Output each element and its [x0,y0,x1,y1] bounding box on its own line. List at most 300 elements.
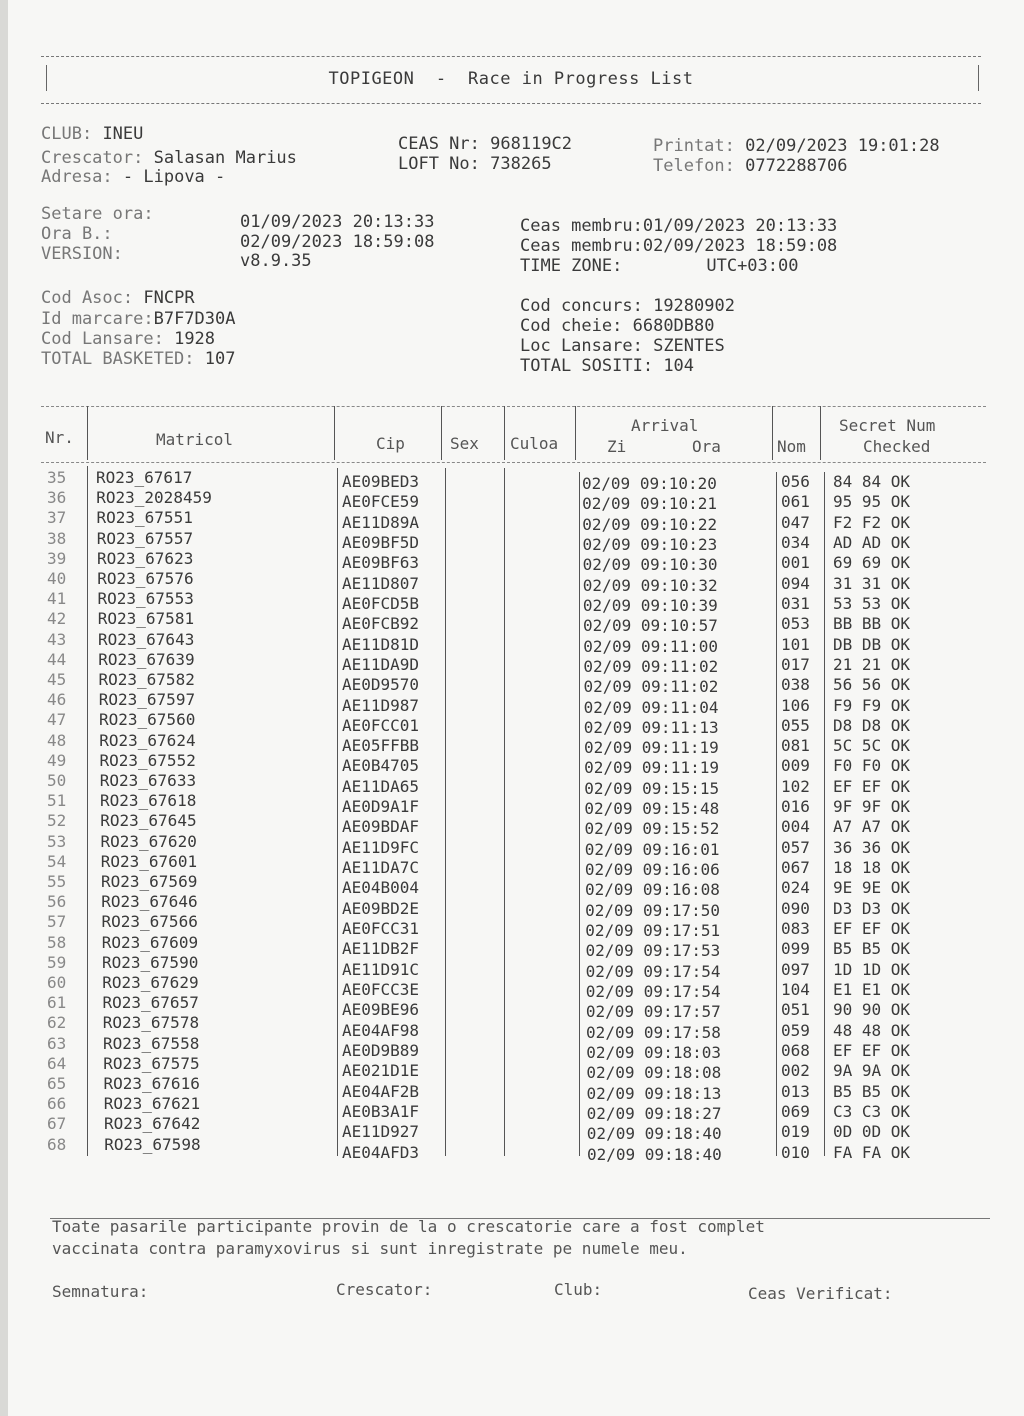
row-nom: 104 [781,980,810,999]
phone-label: Telefon: [653,156,735,176]
row-nr: 66 [47,1094,67,1114]
row-nom: 061 [781,492,810,512]
row-nr: 68 [47,1134,67,1154]
row-zi: 02/09 [583,697,632,717]
row-nr: 39 [47,548,67,568]
row-matricol: RO23_67642 [104,1114,201,1134]
row-secret: EF EF OK [833,919,911,939]
breeder-line [41,148,297,168]
row-cip: AE0B3A1F [342,1101,420,1121]
row-zi: 02/09 [585,900,634,920]
row-matricol: RO23_67551 [96,508,193,528]
table-row [41,569,986,595]
row-ora: 09:11:19 [641,758,719,778]
row-matricol: RO23_67558 [103,1033,200,1053]
row-matricol: RO23_67639 [98,649,195,669]
row-zi: 02/09 [586,1022,635,1042]
row-ora: 09:11:02 [641,677,719,697]
footer-statement-1: Toate pasarile participante provin de la o crescatorie care a fost complet [52,1217,765,1236]
row-nr: 42 [47,609,67,629]
row-secret: 48 48 OK [833,1020,911,1040]
row-zi: 02/09 [586,1063,635,1083]
row-ora: 09:10:20 [639,474,717,493]
row-matricol: RO23_67597 [98,690,196,710]
row-nom: 053 [781,614,810,634]
row-nom: 059 [781,1020,810,1040]
row-secret: EF EF OK [833,776,911,796]
signature-label: Semnatura: [52,1282,149,1301]
row-nom: 057 [781,837,810,857]
row-secret: 53 53 OK [833,593,911,613]
id-marcare-line: Id marcare:B7F7D30A [41,309,236,329]
row-cip: AE09BED3 [342,472,420,491]
row-matricol: RO23_67618 [100,791,197,811]
row-nr: 47 [47,710,67,730]
row-matricol: RO23_67578 [102,1013,200,1033]
row-cip: AE09BDAF [342,817,420,837]
row-zi: 02/09 [583,636,632,656]
table-row [41,1053,986,1083]
table-row [41,710,986,737]
row-nr: 59 [47,952,67,972]
arrivals-table [41,396,986,1166]
row-nom: 019 [781,1122,810,1142]
row-matricol: RO23_67620 [100,831,197,851]
table-row [41,548,986,575]
row-secret: A7 A7 OK [833,817,911,837]
row-ora: 09:10:23 [640,534,718,554]
table-row [41,750,986,778]
row-secret: 95 95 OK [833,492,911,512]
table-row [41,973,986,1001]
row-ora: 09:18:03 [644,1042,722,1062]
row-secret: B5 B5 OK [833,939,911,959]
setare-label: Setare ora: [41,204,154,224]
breeder-sign-label: Crescator: [336,1280,433,1299]
row-nr: 65 [47,1074,67,1093]
row-nom: 047 [781,512,810,532]
ceas-label: CEAS Nr: [398,134,480,154]
row-nom: 002 [781,1061,810,1081]
row-zi: 02/09 [582,474,631,493]
row-secret: 84 84 OK [833,472,911,491]
row-nom: 009 [781,756,810,776]
row-ora: 09:17:54 [643,982,721,1001]
row-cip: AE11DA9D [342,654,420,674]
table-row [41,851,986,880]
row-zi: 02/09 [585,1002,635,1022]
row-matricol: RO23_2028459 [96,488,212,508]
row-cip: AE0FCD5B [342,593,420,613]
row-zi: 02/09 [582,534,631,554]
row-ora: 09:10:22 [640,514,718,534]
table-header-rule [41,462,986,463]
setare-value: 01/09/2023 20:13:33 [240,212,435,232]
row-matricol: RO23_67590 [102,952,199,972]
row-ora: 09:17:50 [642,900,721,920]
row-zi: 02/09 [586,1144,636,1164]
row-zi: 02/09 [583,616,632,636]
row-zi: 02/09 [584,799,633,819]
col-secret: Secret Num [839,416,936,435]
row-nom: 034 [781,532,810,552]
row-matricol: RO23_67617 [96,468,193,487]
row-nom: 083 [781,919,810,939]
row-secret: 36 36 OK [833,837,911,857]
table-row [41,609,986,636]
row-nom: 067 [781,858,810,878]
loft-line [398,154,552,174]
row-ora: 09:16:08 [642,880,720,900]
table-row [41,1074,986,1103]
table-row [41,649,986,676]
row-matricol: RO23_67646 [101,892,198,912]
row-nom: 001 [781,553,810,573]
row-nom: 102 [781,776,810,796]
row-ora: 09:15:52 [642,819,720,839]
row-ora: 09:11:13 [641,717,719,737]
row-nom: 101 [781,634,810,654]
row-matricol: RO23_67616 [103,1074,200,1093]
row-nr: 49 [47,750,67,770]
club-label: CLUB: [41,124,93,144]
row-nr: 37 [47,508,67,528]
row-cip: AE0D9A1F [342,797,420,817]
title-box [41,56,981,104]
ora-b-label: Ora B.: [41,224,113,244]
member-clock-2: Ceas membru:02/09/2023 18:59:08 [520,236,838,256]
row-secret: E1 E1 OK [833,980,911,999]
row-nr: 41 [47,589,67,609]
cod-concurs-line: Cod concurs: 19280902 [520,296,735,316]
row-secret: AD AD OK [833,532,911,552]
table-row [41,771,986,798]
row-zi: 02/09 [583,677,632,697]
row-cip: AE11D91C [342,959,420,979]
row-zi: 02/09 [583,738,633,758]
row-cip: AE11D927 [342,1122,420,1142]
row-cip: AE11DA7C [342,858,420,878]
col-nom: Nom [777,437,806,456]
table-row [41,932,986,961]
row-ora: 09:17:57 [643,1002,721,1022]
table-row [41,872,986,900]
row-cip: AE0FCC01 [342,715,420,735]
table-row [41,912,986,941]
row-matricol: RO23_67552 [99,750,196,770]
row-ora: 09:17:58 [643,1022,721,1042]
row-nom: 055 [781,715,810,735]
row-cip: AE09BF5D [342,532,420,552]
table-row [41,528,986,554]
row-ora: 09:11:04 [641,697,719,717]
row-nr: 58 [47,932,67,952]
col-cip: Cip [376,434,405,453]
row-nr: 35 [47,468,67,487]
row-secret: FA FA OK [833,1142,911,1162]
row-nr: 61 [47,993,67,1013]
row-matricol: RO23_67582 [98,670,195,689]
breeder-value: Salasan Marius [153,148,297,168]
row-cip: AE05FFBB [342,736,420,756]
row-ora: 09:11:00 [641,636,719,656]
row-nom: 081 [781,736,810,756]
col-nr: Nr. [45,428,74,447]
row-cip: AE09BF63 [342,553,420,573]
row-secret: 18 18 OK [833,858,911,878]
row-nom: 056 [781,472,810,491]
cod-lansare-line: Cod Lansare: 1928 [41,329,216,349]
row-cip: AE021D1E [342,1061,420,1081]
table-row [41,811,986,839]
row-secret: 0D 0D OK [833,1122,911,1142]
row-matricol: RO23_67623 [97,548,194,568]
row-matricol: RO23_67598 [104,1134,201,1154]
row-secret: 9E 9E OK [833,878,911,898]
row-zi: 02/09 [586,1083,635,1103]
row-nr: 36 [47,488,67,508]
row-secret: 9F 9F OK [833,797,911,817]
row-secret: 31 31 OK [833,573,911,593]
row-nom: 031 [781,593,810,613]
table-top-rule [41,406,986,407]
row-nom: 038 [781,675,810,695]
table-row [41,952,986,981]
row-nr: 57 [47,912,67,932]
row-matricol: RO23_67581 [97,609,195,629]
row-zi: 02/09 [586,1103,635,1123]
row-nr: 44 [47,649,67,669]
total-sositi-line: TOTAL SOSITI: 104 [520,356,695,376]
row-cip: AE09BD2E [342,898,420,918]
row-secret: C3 C3 OK [833,1101,911,1121]
loft-label: LOFT No: [398,154,480,174]
row-nr: 62 [47,1013,67,1033]
row-matricol: RO23_67629 [102,973,199,992]
row-cip: AE0FCE59 [342,492,420,512]
col-matricol: Matricol [156,430,234,449]
row-cip: AE0B4705 [342,756,420,776]
ceas-value: 968119C2 [490,134,573,154]
row-zi: 02/09 [582,494,631,514]
row-matricol: RO23_67557 [96,528,194,548]
row-nom: 106 [781,695,810,715]
table-row [41,508,986,534]
row-secret: B5 B5 OK [833,1081,911,1101]
row-zi: 02/09 [584,839,633,859]
row-zi: 02/09 [582,555,631,575]
row-zi: 02/09 [585,921,634,941]
row-matricol: RO23_67601 [100,851,198,871]
row-cip: AE11D9FC [342,837,420,857]
row-nr: 38 [47,528,67,548]
row-ora: 09:11:02 [641,656,719,676]
row-cip: AE0D9B89 [342,1040,420,1060]
col-sex: Sex [450,434,479,453]
row-nr: 64 [47,1053,67,1073]
col-checked: Checked [863,437,931,456]
row-secret: DB DB OK [833,634,911,654]
club-line [41,124,143,144]
row-nom: 051 [781,1000,810,1020]
row-ora: 09:18:08 [644,1063,722,1083]
row-nr: 45 [47,670,67,689]
phone-line [653,156,848,176]
row-cip: AE11D807 [342,573,420,593]
table-row [41,892,986,920]
row-matricol: RO23_67643 [98,629,195,649]
row-secret: D8 D8 OK [833,715,911,735]
row-nom: 013 [781,1081,810,1101]
footer-statement-2: vaccinata contra paramyxovirus si sunt inregistrate pe numele meu. [52,1239,688,1258]
row-matricol: RO23_67575 [103,1053,200,1073]
row-zi: 02/09 [584,819,633,839]
row-nom: 090 [781,898,810,918]
row-nr: 54 [47,851,67,871]
version-value: v8.9.35 [240,251,312,271]
row-zi: 02/09 [586,1042,635,1062]
row-zi: 02/09 [586,1124,635,1144]
row-nom: 024 [781,878,810,898]
row-secret: 21 21 OK [833,654,911,674]
row-matricol: RO23_67609 [101,932,199,952]
row-zi: 02/09 [585,961,634,981]
row-ora: 09:18:40 [644,1144,722,1164]
table-row [41,1134,986,1164]
total-basketed-line: TOTAL BASKETED: 107 [41,349,236,369]
row-cip: AE11DA65 [342,776,420,796]
row-ora: 09:18:40 [644,1124,722,1144]
row-cip: AE11D89A [342,512,420,532]
row-nr: 53 [47,831,67,851]
row-nom: 068 [781,1040,810,1060]
row-matricol: RO23_67569 [101,872,198,891]
row-secret: F9 F9 OK [833,695,911,715]
cod-cheie-line: Cod cheie: 6680DB80 [520,316,715,336]
club-sign-label: Club: [554,1280,603,1299]
table-row [41,670,986,697]
table-row [41,690,986,717]
ora-b-value: 02/09/2023 18:59:08 [240,232,435,252]
row-zi: 02/09 [583,656,632,676]
version-label: VERSION: [41,244,123,264]
row-ora: 09:17:51 [643,921,721,941]
row-ora: 09:16:06 [642,860,720,880]
row-matricol: RO23_67566 [101,912,198,932]
col-ora: Ora [692,437,721,456]
row-nr: 56 [47,892,67,912]
row-zi: 02/09 [584,860,634,880]
row-secret: 1D 1D OK [833,959,911,979]
row-cip: AE11D987 [342,695,420,715]
row-ora: 09:16:01 [642,839,720,859]
row-secret: D3 D3 OK [833,898,911,918]
row-nr: 50 [47,771,67,790]
loft-value: 738265 [490,154,552,174]
row-ora: 09:17:54 [643,961,721,981]
row-matricol: RO23_67621 [103,1094,201,1114]
row-ora: 09:18:27 [644,1103,722,1123]
row-secret: 5C 5C OK [833,736,911,756]
clock-verified-label: Ceas Verificat: [748,1284,893,1303]
row-secret: 56 56 OK [833,675,911,695]
row-ora: 09:10:32 [640,575,718,595]
row-zi: 02/09 [582,514,631,534]
row-ora: 09:17:53 [643,941,721,961]
table-row [41,993,986,1022]
row-nom: 010 [781,1142,810,1162]
row-nr: 63 [47,1033,67,1053]
row-ora: 09:15:48 [642,799,720,819]
address-value: - Lipova - [122,167,226,187]
row-secret: F2 F2 OK [833,512,911,532]
row-nom: 069 [781,1101,810,1121]
row-cip: AE04AF98 [342,1020,420,1040]
row-cip: AE0FCC3E [342,980,420,999]
table-row [41,589,986,615]
row-nr: 51 [47,791,67,811]
row-cip: AE11DB2F [342,939,420,959]
row-nom: 097 [781,959,810,979]
row-ora: 09:18:13 [644,1083,722,1103]
table-row [41,1094,986,1123]
row-nr: 48 [47,730,67,750]
row-secret: BB BB OK [833,614,911,634]
row-zi: 02/09 [582,575,631,595]
row-secret: 9A 9A OK [833,1061,911,1081]
member-clock-1: Ceas membru:01/09/2023 20:13:33 [520,216,838,236]
printed-label: Printat: [653,136,735,156]
table-row [41,831,986,859]
row-nom: 004 [781,817,810,837]
cod-asoc-line: Cod Asoc: FNCPR [41,288,195,308]
printed-line [653,136,940,156]
ceas-line [398,134,572,154]
table-row [41,488,986,514]
row-ora: 09:10:30 [640,555,718,575]
row-nom: 099 [781,939,810,959]
row-cip: AE09BE96 [342,1000,420,1020]
table-row [41,629,986,656]
row-matricol: RO23_67645 [100,811,197,831]
row-matricol: RO23_67576 [97,569,194,588]
row-matricol: RO23_67560 [99,710,196,730]
row-ora: 09:15:15 [642,778,720,798]
table-row [41,1033,986,1062]
breeder-label: Crescator: [41,148,144,168]
row-zi: 02/09 [583,717,632,737]
row-zi: 02/09 [585,982,634,1001]
row-nr: 40 [47,569,67,588]
timezone-line: TIME ZONE: UTC+03:00 [520,256,799,276]
row-cip: AE0D9570 [342,675,420,695]
row-cip: AE04B004 [342,878,420,898]
row-matricol: RO23_67657 [102,993,199,1013]
row-zi: 02/09 [584,758,633,778]
row-matricol: RO23_67624 [99,730,196,750]
row-cip: AE0FCB92 [342,614,420,634]
row-zi: 02/09 [584,778,633,798]
address-label: Adresa: [41,167,113,187]
col-zi: Zi [607,437,627,456]
club-value: INEU [102,124,144,144]
table-row [41,730,986,758]
row-cip: AE04AFD3 [342,1142,420,1162]
row-nr: 46 [47,690,67,710]
row-ora: 09:10:57 [640,616,718,636]
row-matricol: RO23_67633 [99,771,197,790]
row-zi: 02/09 [582,595,632,615]
